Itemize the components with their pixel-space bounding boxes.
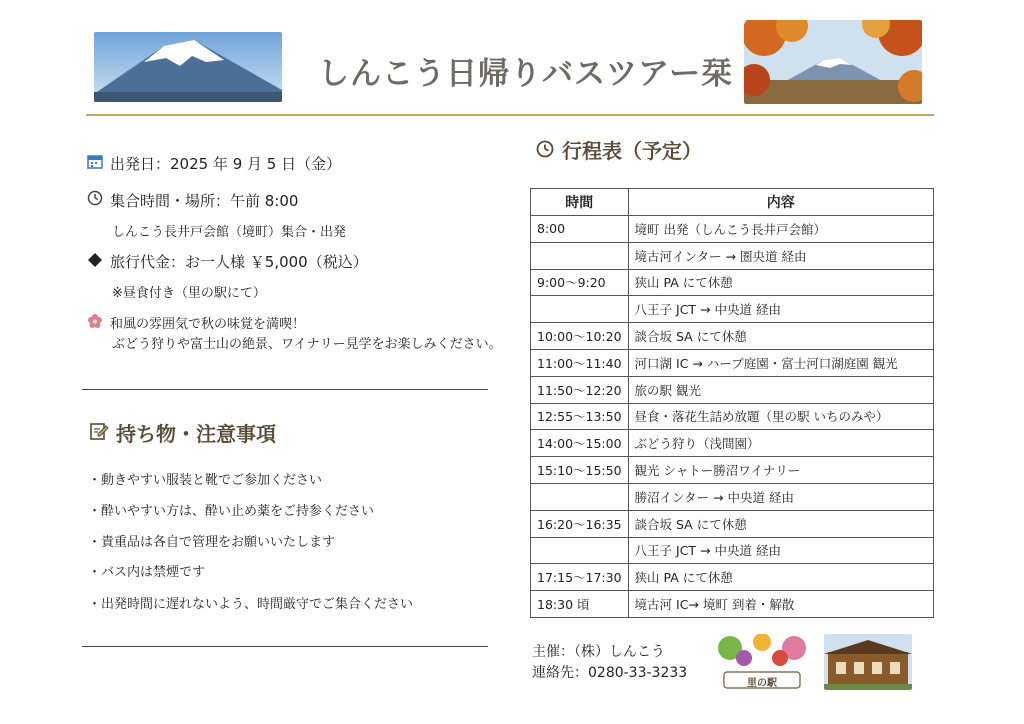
flower-icon	[86, 314, 104, 332]
table-row	[531, 216, 934, 243]
row-time	[531, 242, 629, 269]
row-content: 昼食・落花生詰め放題（里の駅 いちのみや）	[628, 403, 933, 430]
schedule-heading-text: 行程表（予定）	[562, 139, 702, 163]
tour-fee-text: 旅行代金：お一人様 ￥5,000（税込）	[110, 253, 368, 271]
table-row	[531, 376, 934, 403]
note-item: ・酔いやすい方は、酔い止め薬をご持参ください	[88, 504, 375, 519]
memo-edit-icon	[88, 421, 110, 446]
notes-heading	[88, 418, 276, 447]
row-content: 境古河インター → 圏央道 経由	[628, 242, 933, 269]
departure-date-text: 出発日：2025 年 9 月 5 日（金）	[110, 155, 342, 173]
header-divider	[86, 114, 934, 116]
note-item: ・出発時間に遅れないよう、時間厳守でご集合ください	[88, 597, 414, 612]
row-time: 18:30 頃	[531, 591, 629, 618]
row-content: ぶどう狩り（浅間園）	[628, 430, 933, 457]
row-time: 12:55～13:50	[531, 403, 629, 430]
row-content: 談合坂 SA にて休憩	[628, 510, 933, 537]
row-time: 10:00～10:20	[531, 323, 629, 350]
table-row	[531, 564, 934, 591]
note-item: ・バス内は禁煙です	[88, 565, 206, 580]
row-time: 11:50～12:20	[531, 376, 629, 403]
row-time: 17:15～17:30	[531, 564, 629, 591]
row-content: 旅の駅 観光	[628, 376, 933, 403]
note-item: ・貴重品は各自で管理をお願いいたします	[88, 535, 336, 550]
row-time	[531, 537, 629, 564]
schedule-header-row	[531, 189, 934, 216]
sato-no-eki-logo	[716, 634, 808, 690]
row-time: 14:00～15:00	[531, 430, 629, 457]
fee-note: ※昼食付き（里の駅にて）	[112, 286, 266, 301]
table-row	[531, 323, 934, 350]
row-time: 11:00～11:40	[531, 349, 629, 376]
departure-date	[86, 153, 341, 174]
tour-fee	[86, 251, 368, 272]
row-content: 観光 シャトー勝沼ワイナリー	[628, 457, 933, 484]
left-divider-top	[82, 389, 488, 390]
organizer: 主催：（株）しんこう	[532, 644, 665, 660]
building-photo	[824, 634, 912, 690]
schedule-heading	[534, 135, 702, 164]
row-time: 16:20～16:35	[531, 510, 629, 537]
tagline-detail: ぶどう狩りや富士山の絶景、ワイナリー見学をお楽しみください。	[112, 337, 502, 352]
mount-fuji-photo	[94, 32, 282, 102]
clock-icon	[534, 139, 556, 163]
schedule-table	[530, 188, 934, 618]
notes-heading-text: 持ち物・注意事項	[116, 422, 276, 446]
table-row	[531, 242, 934, 269]
note-item: ・動きやすい服装と靴でご参加ください	[88, 473, 323, 488]
table-row	[531, 403, 934, 430]
row-content: 八王子 JCT → 中央道 経由	[628, 296, 933, 323]
left-divider-bottom	[82, 646, 488, 647]
table-row	[531, 430, 934, 457]
meeting-time-text: 集合時間・場所：午前 8:00	[110, 192, 299, 210]
table-row	[531, 349, 934, 376]
row-content: 八王子 JCT → 中央道 経由	[628, 537, 933, 564]
row-time: 8:00	[531, 216, 629, 243]
logo-text: 里の駅	[747, 678, 777, 689]
table-row	[531, 269, 934, 296]
meeting-place: しんこう長井戸会館（境町）集合・出発	[112, 225, 347, 240]
row-content: 狭山 PA にて休憩	[628, 269, 933, 296]
table-row	[531, 483, 934, 510]
col-content-header: 内容	[628, 189, 933, 216]
col-time-header: 時間	[531, 189, 629, 216]
row-time: 15:10～15:50	[531, 457, 629, 484]
meeting-time	[86, 190, 298, 211]
tagline	[86, 313, 305, 332]
row-content: 狭山 PA にて休憩	[628, 564, 933, 591]
row-content: 河口湖 IC → ハーブ庭園・富士河口湖庭園 観光	[628, 349, 933, 376]
row-time	[531, 483, 629, 510]
clock-icon	[86, 190, 104, 210]
calendar-icon	[86, 153, 104, 173]
table-row	[531, 537, 934, 564]
table-row	[531, 591, 934, 618]
tagline-text: 和風の雰囲気で秋の味覚を満喫！	[110, 317, 306, 332]
contact: 連絡先：0280-33-3233	[532, 665, 688, 681]
page-title: しんこう日帰りバスツアー栞	[318, 56, 734, 92]
row-content: 談合坂 SA にて休憩	[628, 323, 933, 350]
row-content: 境町 出発（しんこう長井戸会館）	[628, 216, 933, 243]
row-content: 勝沼インター → 中央道 経由	[628, 483, 933, 510]
table-row	[531, 457, 934, 484]
diamond-bullet-icon	[86, 253, 104, 271]
autumn-fuji-photo	[744, 20, 922, 104]
row-time: 9:00～9:20	[531, 269, 629, 296]
table-row	[531, 296, 934, 323]
table-row	[531, 510, 934, 537]
row-time	[531, 296, 629, 323]
row-content: 境古河 IC→ 境町 到着・解散	[628, 591, 933, 618]
